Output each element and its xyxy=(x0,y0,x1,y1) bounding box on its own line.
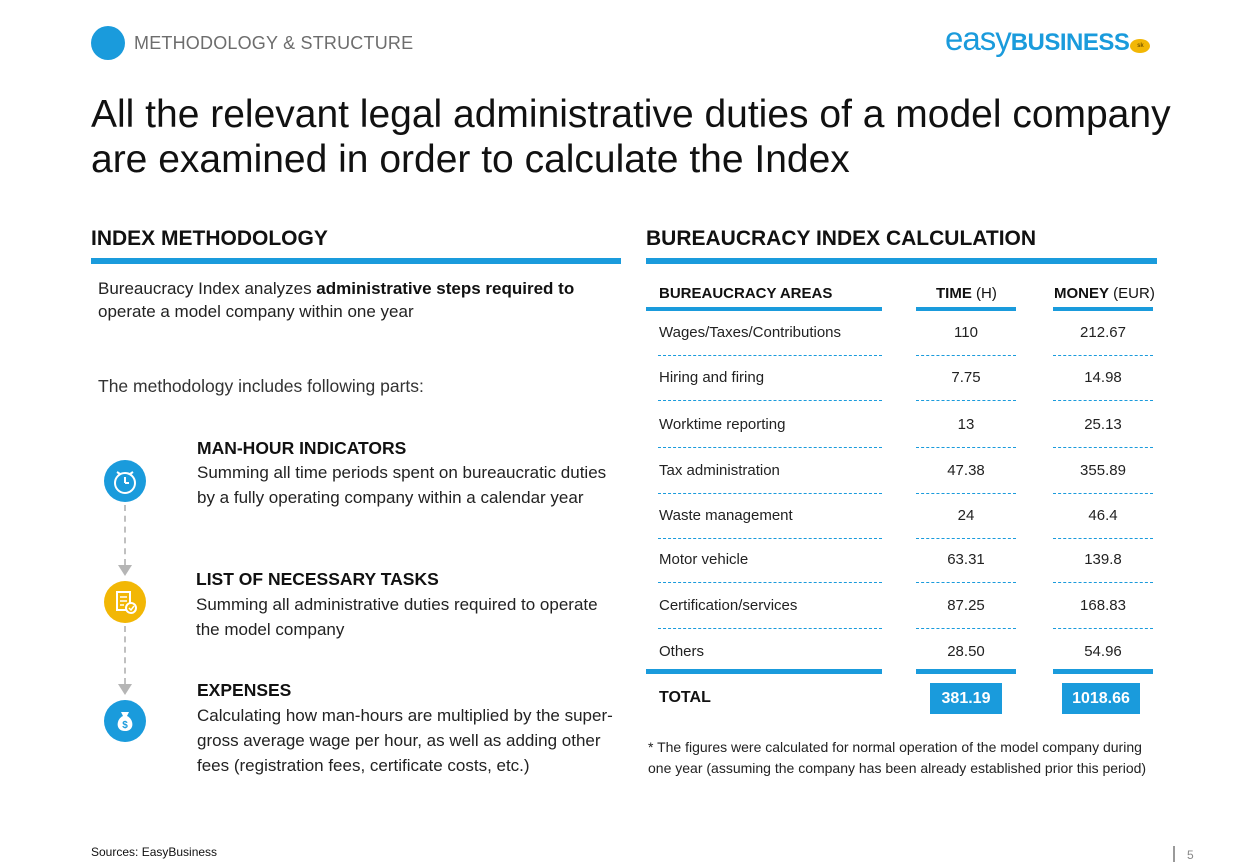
table-row xyxy=(646,355,1157,401)
column-header-areas xyxy=(659,285,832,302)
part-description: Summing all administrative duties required to operate the model company xyxy=(196,595,598,639)
total-separator xyxy=(1053,669,1153,674)
cell-area: Waste management xyxy=(659,507,793,524)
money-bag-icon xyxy=(104,700,146,742)
table-row xyxy=(646,537,1157,583)
page-number: 5 xyxy=(1187,848,1194,862)
part-title: MAN-HOUR INDICATORS xyxy=(197,438,407,458)
total-separator xyxy=(646,669,882,674)
column-header-money-label: MONEY xyxy=(1054,285,1110,302)
column-header-money-unit: (EUR) xyxy=(1109,285,1155,302)
cell-time: 28.50 xyxy=(947,643,985,660)
part-description: Summing all time periods spent on bureaucratic duties by a fully operating company within a calendar year xyxy=(197,463,607,507)
logo-text-easy: easy xyxy=(945,20,1011,57)
part-description: Calculating how man-hours are multiplied by the super-gross average wage per hour, as well as adding other fees (registration fees, certificate costs, etc.) xyxy=(197,706,613,775)
cell-area: Certification/services xyxy=(659,597,798,614)
easybusiness-logo xyxy=(945,20,1150,60)
table-row xyxy=(646,448,1157,494)
total-separator xyxy=(916,669,1016,674)
cell-money: 168.83 xyxy=(1080,597,1126,614)
total-label: TOTAL xyxy=(659,689,711,706)
part-title: LIST OF NECESSARY TASKS xyxy=(196,569,439,589)
cell-money: 54.96 xyxy=(1084,643,1122,660)
column-header-time-unit: (H) xyxy=(971,285,997,302)
section-label: METHODOLOGY & STRUCTURE xyxy=(134,33,414,53)
total-time-badge: 381.19 xyxy=(930,683,1002,714)
row-divider xyxy=(658,400,882,401)
checklist-icon xyxy=(104,581,146,623)
column-header-areas-label: BUREAUCRACY AREAS xyxy=(659,285,833,302)
cell-area: Motor vehicle xyxy=(659,551,749,568)
cell-money: 25.13 xyxy=(1084,416,1122,433)
footnote: * The figures were calculated for normal operation of the model company during one year (assuming the company has been already established prior this period) xyxy=(648,739,1147,776)
cell-money: 46.4 xyxy=(1088,507,1118,524)
cell-area: Worktime reporting xyxy=(659,416,786,433)
column-header-time-label: TIME xyxy=(936,285,972,302)
parts-lead-text: The methodology includes following parts: xyxy=(98,376,424,396)
arrow-down-icon xyxy=(118,684,132,695)
timeline-connector xyxy=(124,626,126,684)
cell-area: Others xyxy=(659,643,705,660)
timeline-connector xyxy=(124,505,126,565)
cell-area: Hiring and firing xyxy=(659,369,765,386)
right-heading-underline xyxy=(646,258,1157,264)
part-title: EXPENSES xyxy=(197,680,292,700)
cell-money: 212.67 xyxy=(1080,324,1126,341)
intro-bold: administrative steps required to xyxy=(316,279,575,298)
table-row xyxy=(646,629,1157,669)
table-row xyxy=(646,310,1157,356)
cell-time: 87.25 xyxy=(947,597,985,614)
cell-money: 14.98 xyxy=(1084,369,1122,386)
bureaucracy-index-heading: BUREAUCRACY INDEX CALCULATION xyxy=(646,227,1037,250)
column-header-money xyxy=(1054,285,1155,302)
intro-text xyxy=(98,277,608,323)
cell-money: 355.89 xyxy=(1080,462,1126,479)
page-number-separator xyxy=(1173,846,1175,862)
stopwatch-icon xyxy=(104,460,146,502)
row-divider xyxy=(1053,400,1153,401)
cell-time: 13 xyxy=(957,416,975,433)
intro-pre: Bureaucracy Index analyzes xyxy=(98,279,317,298)
cell-time: 110 xyxy=(954,324,978,341)
cell-time: 7.75 xyxy=(951,369,981,386)
sources-note: Sources: EasyBusiness xyxy=(91,845,218,859)
total-money-badge: 1018.66 xyxy=(1062,683,1140,714)
section-dot xyxy=(91,26,125,60)
page-title: All the relevant legal administrative duties of a model company are examined in order to calculate the Index xyxy=(91,93,1171,181)
table-row xyxy=(646,402,1157,448)
cell-area: Wages/Taxes/Contributions xyxy=(659,324,842,341)
logo-text-business: BUSINESS xyxy=(1010,29,1130,56)
left-heading-underline xyxy=(91,258,621,264)
column-header-time xyxy=(936,285,997,302)
cell-area: Tax administration xyxy=(659,462,780,479)
cell-time: 24 xyxy=(957,507,975,524)
index-methodology-heading: INDEX METHODOLOGY xyxy=(91,227,328,250)
intro-post: operate a model company within one year xyxy=(98,302,414,321)
table-row xyxy=(646,493,1157,539)
cell-time: 63.31 xyxy=(947,551,985,568)
row-divider xyxy=(916,400,1016,401)
arrow-down-icon xyxy=(118,565,132,576)
table-row xyxy=(646,583,1157,629)
svg-text:$: $ xyxy=(122,720,128,731)
cell-money: 139.8 xyxy=(1084,551,1122,568)
cell-time: 47.38 xyxy=(947,462,985,479)
logo-coin-icon: sk xyxy=(1130,39,1150,53)
